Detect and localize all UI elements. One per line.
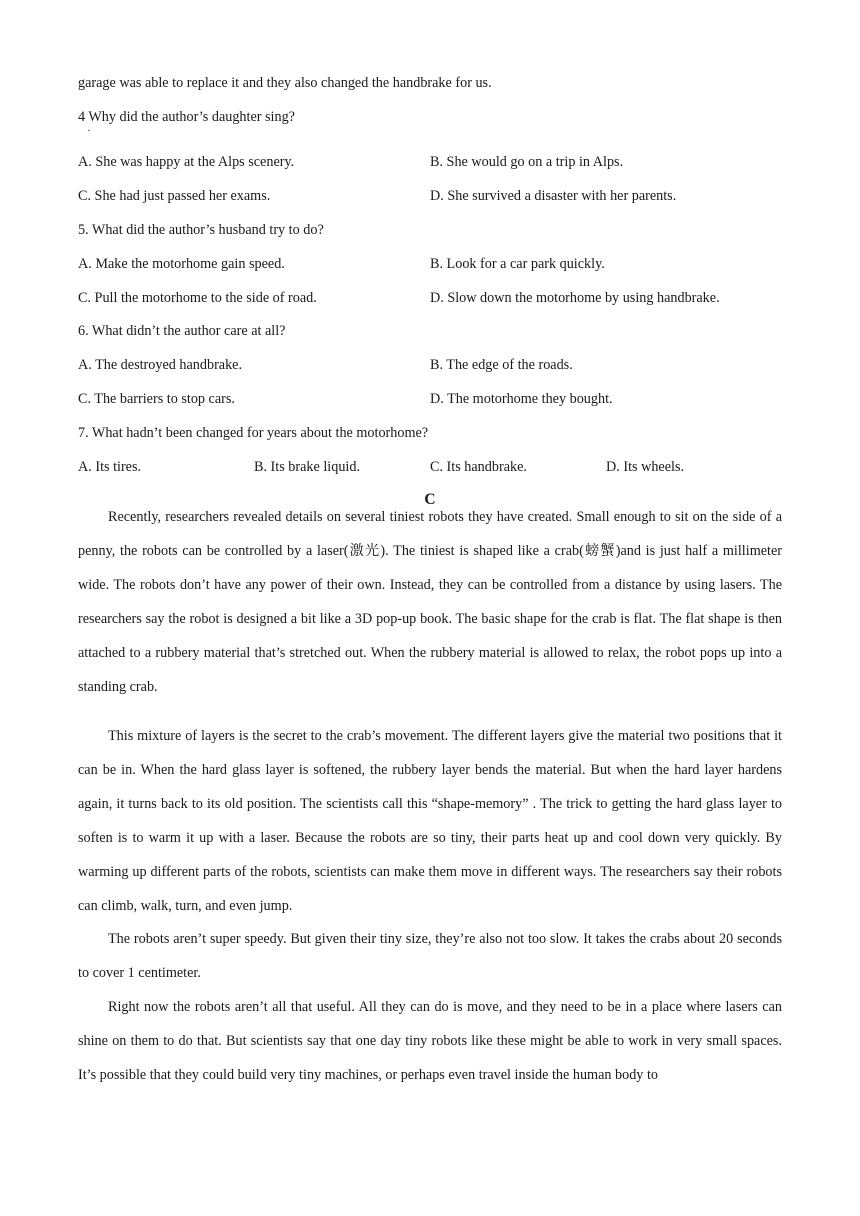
q7-option-b: B. Its brake liquid.: [254, 459, 360, 475]
section-heading: C: [424, 491, 436, 508]
paragraph-1: Recently, researchers revealed details on several tiniest robots they have created. Small enough to sit on the side of a penny, the robots can be controlled by a laser(激光). The tiniest is shaped like a crab(螃蟹)and is just half a millimeter wide. The robots don’t have any power of their own. Instead, they can be controlled from a distance by using lasers. The researchers say the robot is designed a bit like a 3D pop-up book. The basic shape for the crab is flat. The flat shape is then attached to a rubbery material that’s stretched out. When the rubbery material is allowed to relax, the robot pops up into a standing crab.: [78, 509, 782, 695]
question-4-dot: ·: [87, 123, 91, 137]
q7-option-d: D. Its wheels.: [606, 459, 685, 475]
q5-option-b: B. Look for a car park quickly.: [430, 256, 605, 272]
q4-option-d: D. She survived a disaster with her parents.: [430, 188, 677, 204]
paragraph-3: The robots aren’t super speedy. But given their tiny size, they’re also not too slow. It takes the crabs about 20 seconds to cover 1 centimeter.: [78, 931, 782, 981]
q4-option-b: B. She would go on a trip in Alps.: [430, 154, 624, 170]
q6-option-b: B. The edge of the roads.: [430, 357, 573, 373]
q4-option-c: C. She had just passed her exams.: [78, 188, 271, 204]
paragraph-2: This mixture of layers is the secret to the crab’s movement. The different layers give the material two positions that it can be in. When the hard glass layer is softened, the rubbery layer bends the material. But when the hard layer hardens again, it turns back to its old position. The scientists call this “shape-memory” . The trick to getting the hard glass layer to soften is to warm it up with a laser. Because the robots are so tiny, their parts heat up and cool down very quickly. By warming up different parts of the robots, scientists can make them move in different ways. The researchers say their robots can climb, walk, turn, and even jump.: [78, 728, 782, 914]
q5-option-d: D. Slow down the motorhome by using handbrake.: [430, 290, 720, 306]
q5-option-a: A. Make the motorhome gain speed.: [78, 256, 285, 272]
q7-option-a: A. Its tires.: [78, 459, 142, 475]
q6-option-a: A. The destroyed handbrake.: [78, 357, 243, 373]
question-6-stem: 6. What didn’t the author care at all?: [78, 323, 286, 339]
paragraph-4: Right now the robots aren’t all that useful. All they can do is move, and they need to be in a place where lasers can shine on them to do that. But scientists say that one day tiny robots like these might be able to work in very small spaces. It’s possible that they could build very tiny machines, or perhaps even travel inside the human body to: [78, 999, 782, 1083]
q6-option-d: D. The motorhome they bought.: [430, 391, 613, 407]
q7-option-c: C. Its handbrake.: [430, 459, 527, 475]
question-4-stem: 4 Why did the author’s daughter sing?: [78, 109, 295, 125]
intro-line: garage was able to replace it and they also changed the handbrake for us.: [78, 75, 492, 91]
q6-option-c: C. The barriers to stop cars.: [78, 391, 235, 407]
q4-option-a: A. She was happy at the Alps scenery.: [78, 154, 295, 170]
question-7-stem: 7. What hadn’t been changed for years about the motorhome?: [78, 425, 429, 441]
question-5-stem: 5. What did the author’s husband try to do?: [78, 222, 324, 238]
q5-option-c: C. Pull the motorhome to the side of road.: [78, 290, 317, 306]
